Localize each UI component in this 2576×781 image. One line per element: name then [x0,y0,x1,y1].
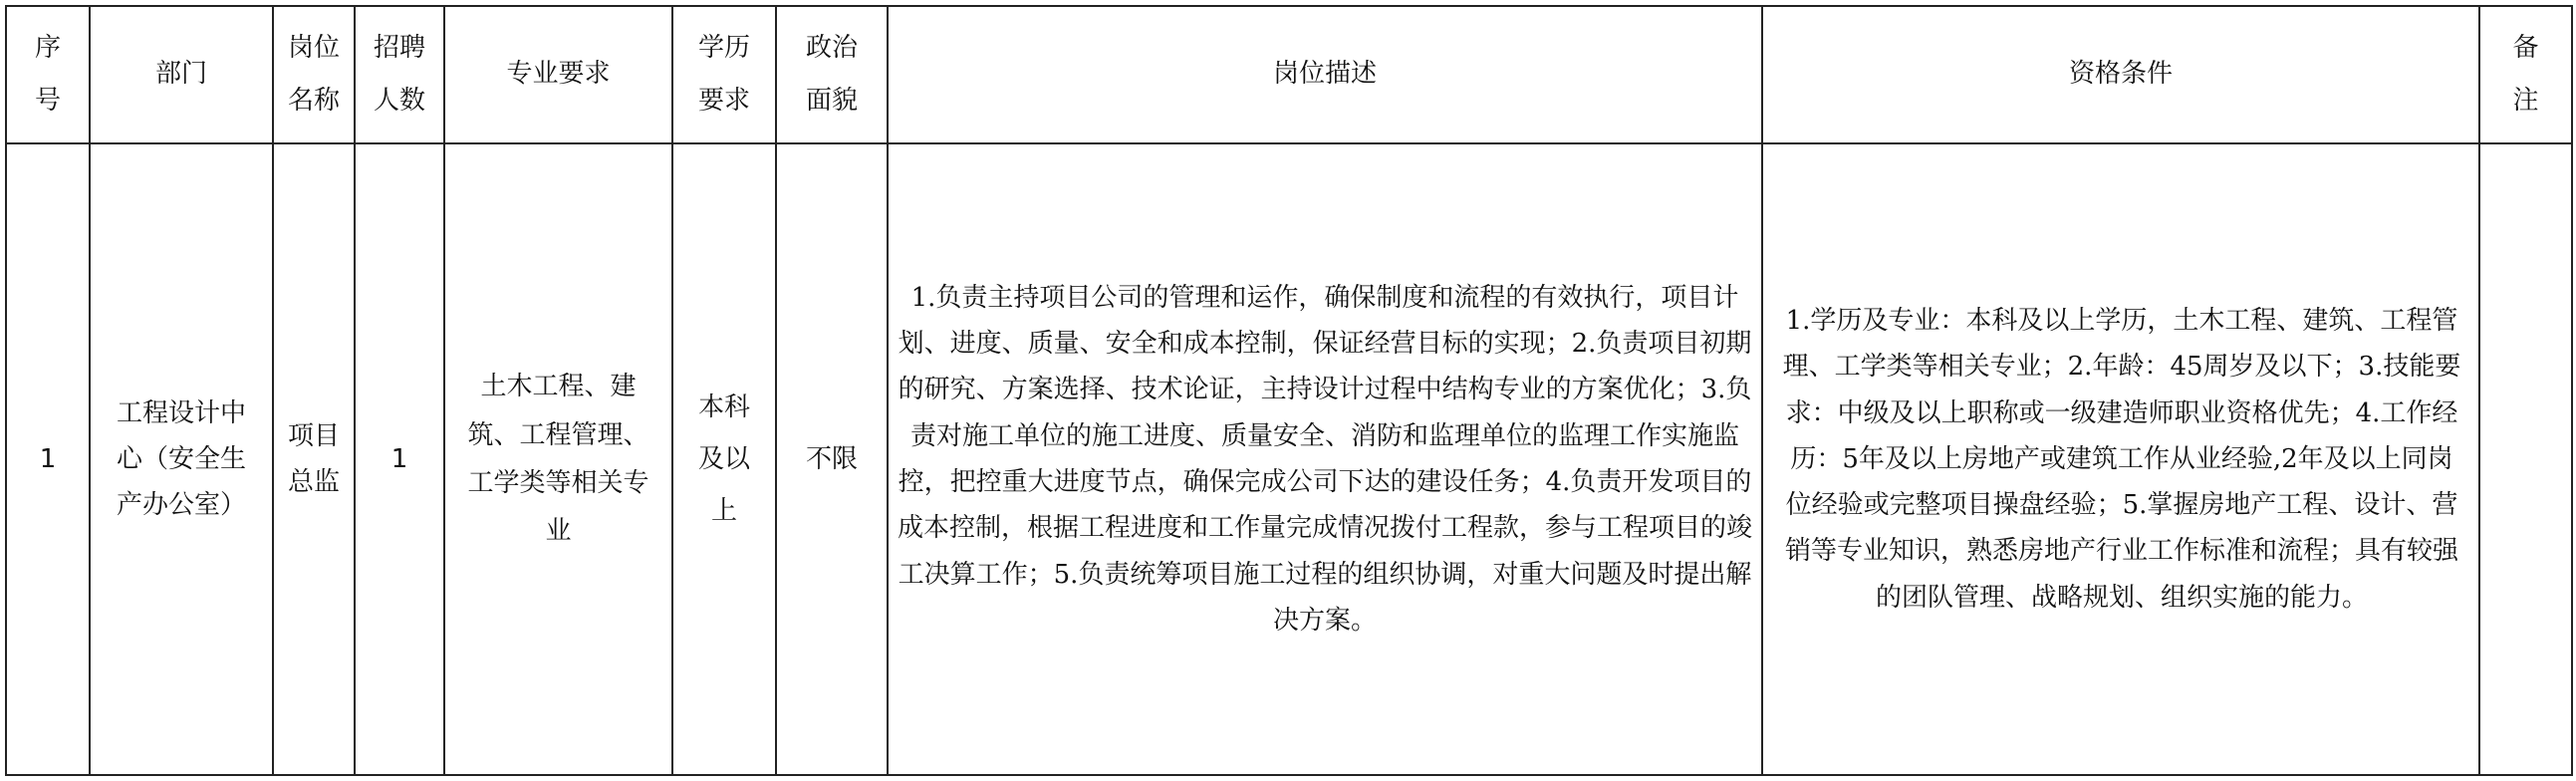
header-qualification: 资格条件 [1762,6,2479,143]
header-count: 招聘人数 [355,6,444,143]
cell-department: 工程设计中心（安全生产办公室） [90,143,273,775]
header-major: 专业要求 [444,6,672,143]
cell-education: 本科及以上 [672,143,776,775]
header-remark: 备注 [2479,6,2572,143]
cell-description: 1.负责主持项目公司的管理和运作，确保制度和流程的有效执行，项目计划、进度、质量、安全和成本控制，保证经营目标的实现；2.负责项目初期的研究、方案选择、技术论证，主持设计过程中结构专业的方案优化；3.负责对施工单位的施工进度、质量安全、消防和监理单位的监理工作实施监控，把控重大进度节点，确保完成公司下达的建设任务；4.负责开发项目的成本控制，根据工程进度和工作量完成情况拨付工程款，参与工程项目的竣工决算工作；5.负责统筹项目施工过程的组织协调，对重大问题及时提出解决方案。 [888,143,1762,775]
cell-political: 不限 [776,143,888,775]
header-political: 政治面貌 [776,6,888,143]
cell-count: 1 [355,143,444,775]
cell-remark [2479,143,2572,775]
cell-qualification: 1.学历及专业：本科及以上学历，土木工程、建筑、工程管理、工学类等相关专业；2.年龄：45周岁及以下；3.技能要求：中级及以上职称或一级建造师职业资格优先；4.工作经历：5年及以上房地产或建筑工作从业经验,2年及以上同岗位经验或完整项目操盘经验；5.掌握房地产工程、设计、营销等专业知识，熟悉房地产行业工作标准和流程；具有较强的团队管理、战略规划、组织实施的能力。 [1762,143,2479,775]
header-education: 学历要求 [672,6,776,143]
recruitment-table [5,5,2573,776]
cell-major: 土木工程、建筑、工程管理、工学类等相关专业 [444,143,672,775]
cell-no: 1 [6,143,90,775]
cell-position: 项目总监 [273,143,355,775]
header-position: 岗位名称 [273,6,355,143]
header-department: 部门 [90,6,273,143]
header-description: 岗位描述 [888,6,1762,143]
header-row [6,6,2572,143]
header-no: 序号 [6,6,90,143]
table-row [6,143,2572,775]
